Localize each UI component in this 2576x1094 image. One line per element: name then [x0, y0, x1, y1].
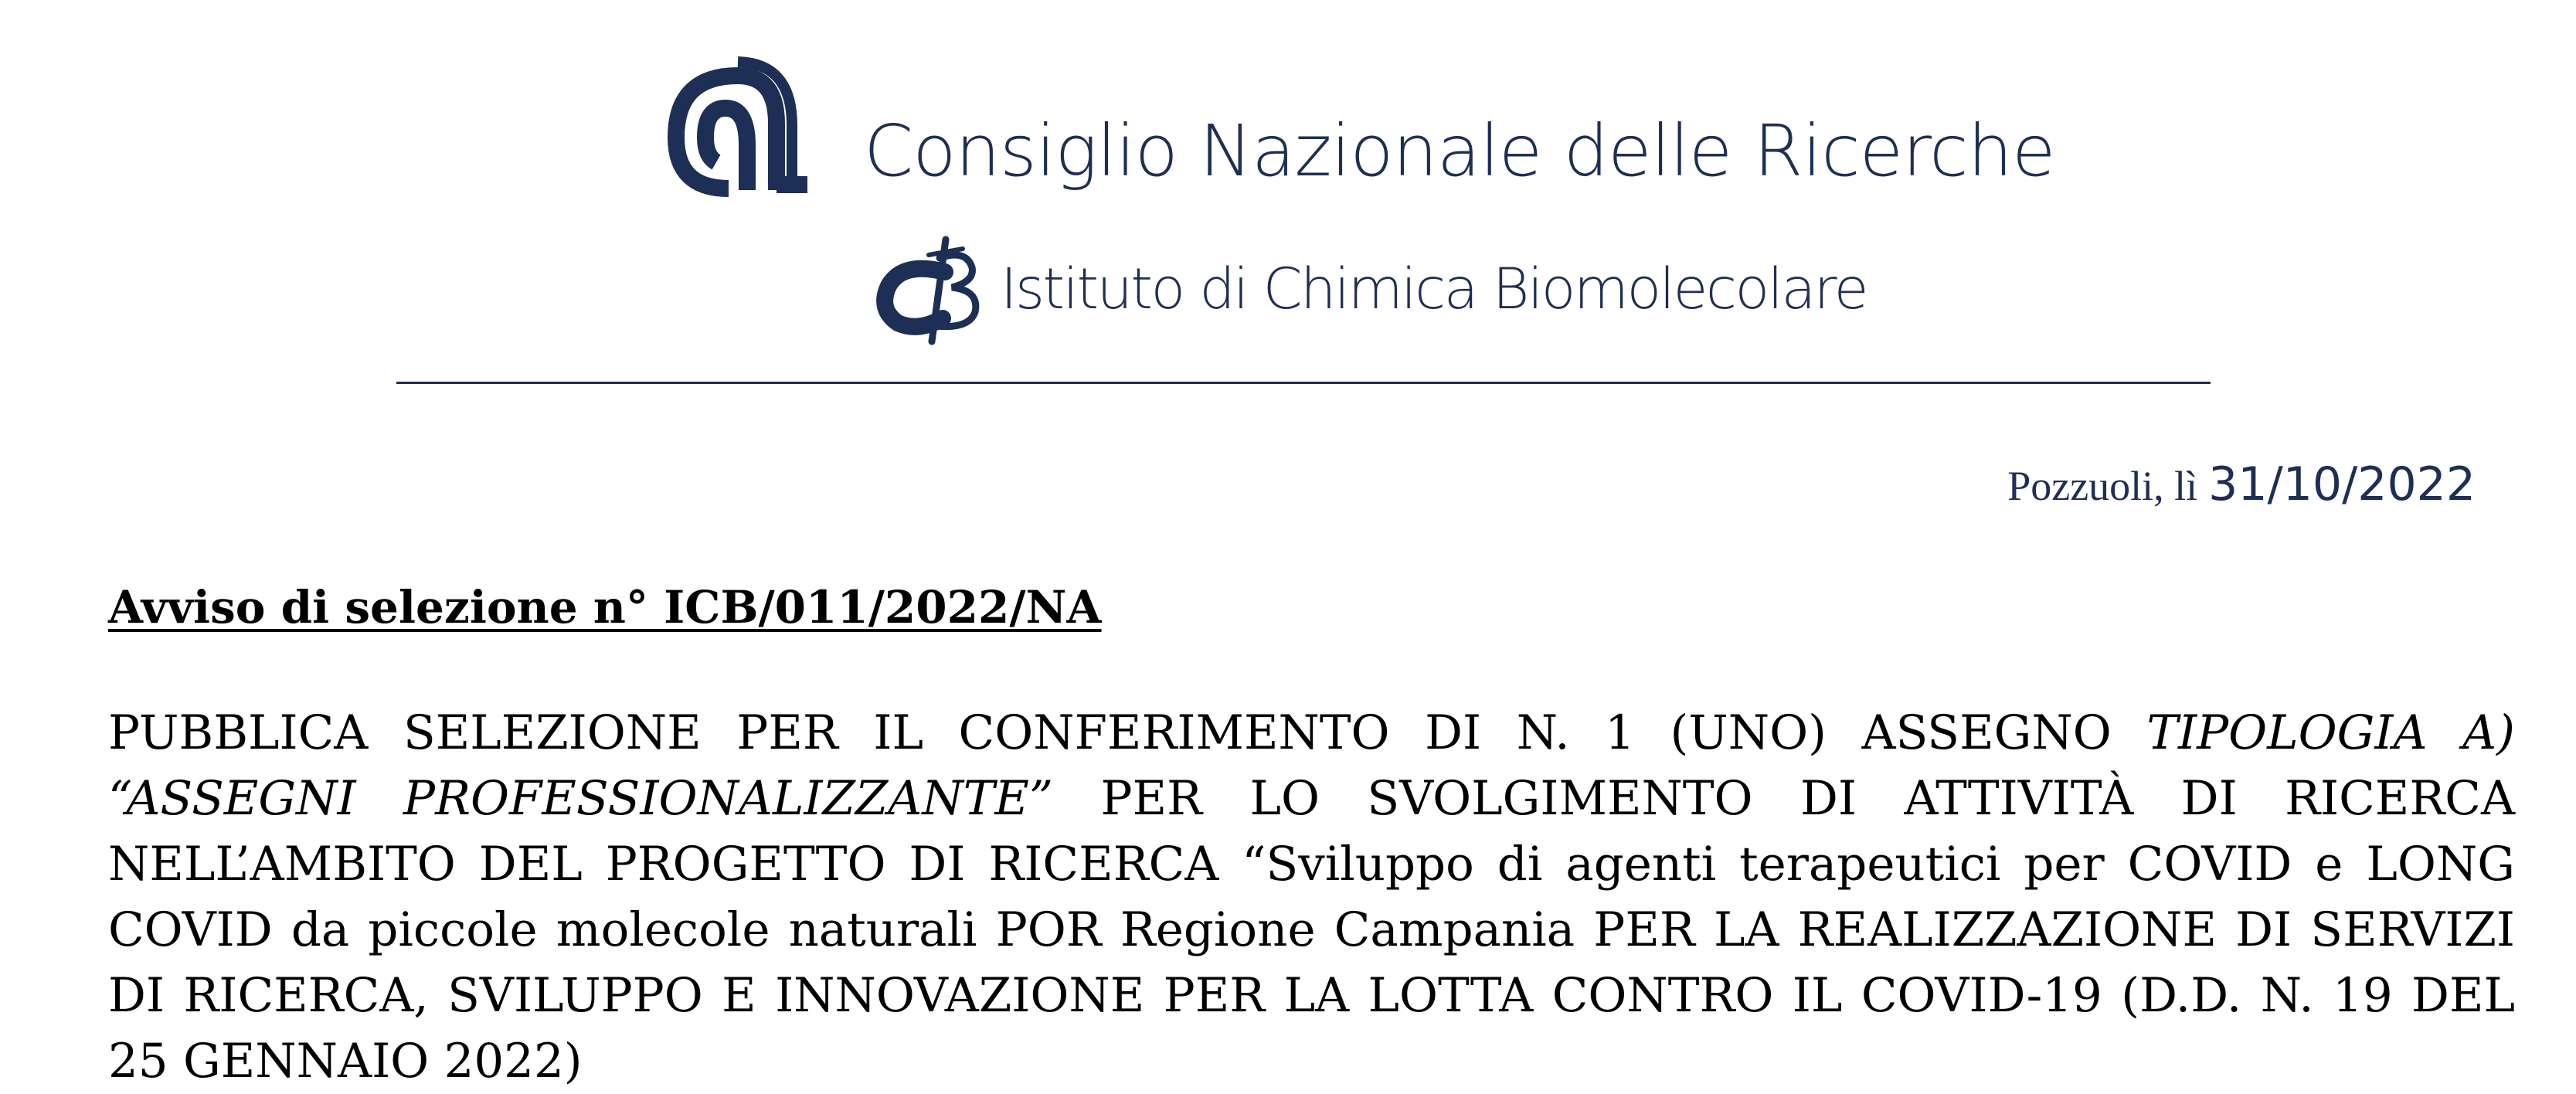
notice-body-part1: PUBBLICA SELEZIONE PER IL CONFERIMENTO DI N. 1 (UNO) ASSEGNO [108, 705, 2147, 760]
cnr-logo-icon [661, 60, 815, 199]
institute-name: Istituto di Chimica Biomolecolare [1001, 257, 1867, 322]
organization-name: Consiglio Nazionale delle Ricerche [864, 110, 2055, 192]
notice-body-italic: TIPOLOGIA A) “ASSEGNI PROFESSIONALIZZANTE” [108, 705, 2515, 826]
header-divider [396, 382, 2211, 384]
date-line [2007, 457, 2476, 511]
notice-body-part3: PER LO SVOLGIMENTO DI ATTIVITÀ DI RICERCA NELL’AMBITO DEL PROGETTO DI RICERCA “Sviluppo di agenti terapeutici per COVID e LONG COVID da piccole molecole naturali POR Regione Campania PER LA REALIZZAZIONE DI SERVIZI DI RICERCA, SVILUPPO E INNOVAZIONE PER LA LOTTA CONTRO IL COVID-19 (D.D. N. 19 DEL 25 GENNAIO 2022) [108, 771, 2515, 1089]
date-place: Pozzuoli, lì [2007, 463, 2198, 509]
document-date: 31/10/2022 [2208, 457, 2476, 511]
icb-logo-icon [872, 232, 987, 348]
notice-body [108, 700, 2515, 1094]
notice-title: Avviso di selezione n° ICB/011/2022/NA [108, 581, 1102, 634]
